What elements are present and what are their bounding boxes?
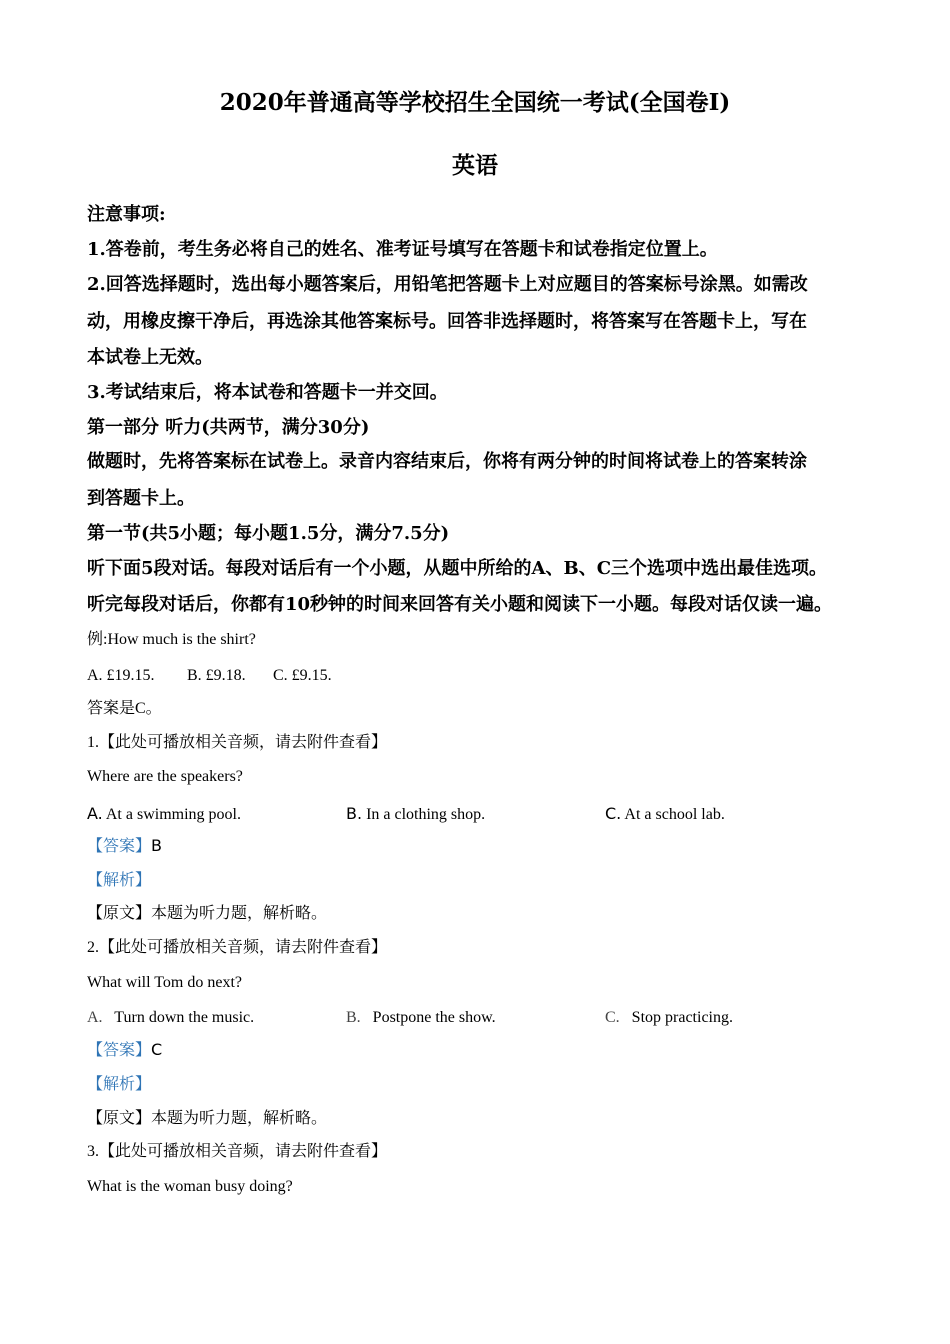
question-text: What is the woman busy doing? — [87, 1178, 293, 1195]
question-text: Where are the speakers? — [87, 768, 243, 785]
example-option: B. £9.18. — [187, 667, 246, 684]
section1-heading: 第一节(共5小题；每小题1.5分，满分7.5分) — [87, 523, 450, 544]
audio-placeholder[interactable]: 2.【此处可播放相关音频，请去附件查看】 — [87, 939, 388, 956]
section1-instruction: 听下面5段对话。每段对话后有一个小题，从题中所给的A、B、C三个选项中选出最佳选项。 — [87, 558, 828, 579]
example-question: 例:How much is the shirt? — [87, 631, 256, 648]
example-option: C. £9.15. — [273, 667, 332, 684]
answer-line: 【答案】B — [87, 836, 162, 855]
original-text: 【原文】本题为听力题，解析略。 — [87, 1110, 328, 1127]
notice-heading: 注意事项: — [87, 204, 166, 225]
part1-heading: 第一部分 听力(共两节，满分30分) — [87, 417, 370, 438]
section1-instruction: 听完每段对话后，你都有10秒钟的时间来回答有关小题和阅读下一小题。每段对话仅读一遍。 — [87, 594, 833, 615]
subject-title: 英语 — [452, 152, 498, 179]
notice-line: 2.回答选择题时，选出每小题答案后，用铅笔把答题卡上对应题目的答案标号涂黑。如需改 — [87, 274, 808, 295]
option-c: C. At a school lab. — [605, 804, 725, 823]
notice-line: 1.答卷前，考生务必将自己的姓名、准考证号填写在答题卡和试卷指定位置上。 — [87, 239, 718, 260]
question-text: What will Tom do next? — [87, 974, 242, 991]
example-answer: 答案是C。 — [87, 700, 162, 717]
page-title: 2020年普通高等学校招生全国统一考试(全国卷I) — [219, 89, 731, 116]
option-b: B. Postpone the show. — [346, 1009, 496, 1026]
option-a: A. Turn down the music. — [87, 1009, 255, 1026]
audio-placeholder[interactable]: 3.【此处可播放相关音频，请去附件查看】 — [87, 1143, 388, 1160]
original-text: 【原文】本题为听力题，解析略。 — [87, 905, 328, 922]
option-b: B. In a clothing shop. — [346, 804, 486, 823]
part1-instruction: 到答题卡上。 — [87, 488, 195, 509]
analysis-label: 【解析】 — [87, 1076, 152, 1093]
notice-line: 3.考试结束后，将本试卷和答题卡一并交回。 — [87, 382, 448, 403]
option-a: A. At a swimming pool. — [87, 804, 241, 823]
answer-line: 【答案】C — [87, 1040, 163, 1059]
audio-placeholder[interactable]: 1.【此处可播放相关音频，请去附件查看】 — [87, 734, 388, 751]
part1-instruction: 做题时，先将答案标在试卷上。录音内容结束后，你将有两分钟的时间将试卷上的答案转涂 — [87, 451, 807, 472]
example-option: A. £19.15. — [87, 667, 155, 684]
analysis-label: 【解析】 — [87, 872, 152, 889]
answer-value: B — [151, 836, 162, 855]
option-c: C. Stop practicing. — [605, 1009, 733, 1026]
answer-value: C — [151, 1040, 163, 1059]
notice-line: 动，用橡皮擦干净后，再选涂其他答案标号。回答非选择题时，将答案写在答题卡上，写在 — [87, 311, 807, 332]
notice-line: 本试卷上无效。 — [87, 347, 213, 368]
